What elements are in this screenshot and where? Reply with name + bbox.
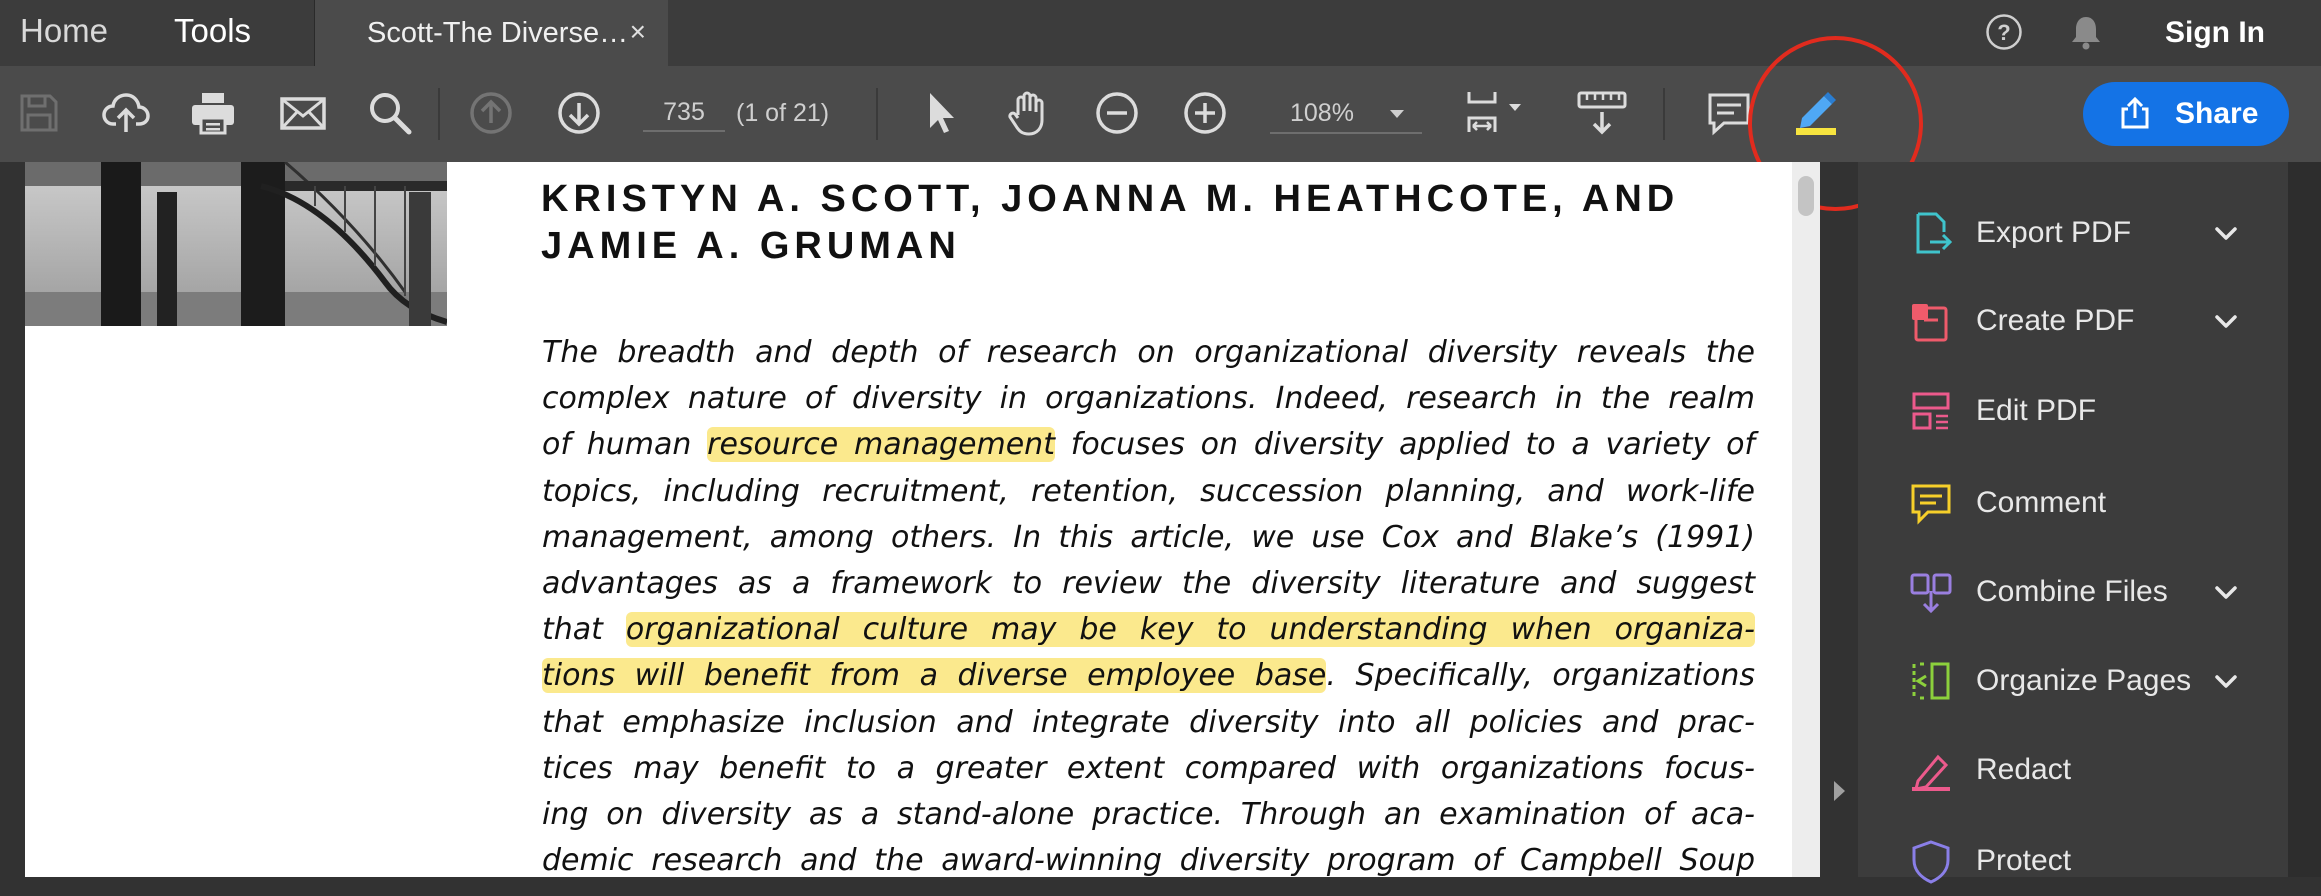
highlighted-text[interactable]: resource management bbox=[707, 427, 1055, 463]
export-pdf-icon bbox=[1908, 210, 1954, 256]
chevron-down-icon bbox=[1390, 110, 1404, 118]
document-viewer[interactable] bbox=[0, 162, 1820, 877]
tool-item-create-pdf[interactable] bbox=[1858, 286, 2288, 356]
abstract-line bbox=[542, 653, 1755, 699]
previous-page-icon[interactable] bbox=[466, 88, 516, 138]
zoom-level-dropdown[interactable] bbox=[1270, 94, 1422, 134]
zoom-in-icon[interactable] bbox=[1180, 88, 1230, 138]
notification-bell-icon[interactable] bbox=[2066, 12, 2106, 52]
abstract-line bbox=[542, 422, 1755, 468]
top-tab-bar bbox=[0, 0, 2321, 66]
organize-pages-icon bbox=[1908, 658, 1954, 704]
create-pdf-icon bbox=[1908, 298, 1954, 344]
page-count-label: (1 of 21) bbox=[736, 99, 830, 127]
abstract-line: management, among others. In this article, we use Cox and Blake’s (1991) bbox=[542, 519, 1755, 555]
toolbar-separator bbox=[1663, 88, 1665, 140]
abstract-text: focuses on diversity applied to a variety of bbox=[1054, 427, 1755, 463]
chevron-down-icon[interactable] bbox=[2212, 220, 2240, 248]
abstract-line: The breadth and depth of research on organizational diversity reveals the bbox=[542, 335, 1755, 370]
print-icon[interactable] bbox=[188, 88, 238, 138]
author-line: JAMIE A. GRUMAN bbox=[541, 225, 961, 267]
share-icon bbox=[2118, 96, 2152, 130]
scrollbar-thumb[interactable] bbox=[1798, 176, 1814, 216]
nav-home-tab[interactable]: Home bbox=[20, 12, 109, 49]
bridge-photo bbox=[25, 162, 447, 326]
abstract-line: ing on diversity as a stand-alone practice. Through an examination of aca- bbox=[542, 796, 1755, 832]
author-line: KRISTYN A. SCOTT, JOANNA M. HEATHCOTE, AND bbox=[541, 178, 1680, 220]
save-icon[interactable] bbox=[14, 88, 64, 138]
tool-item-redact[interactable] bbox=[1858, 735, 2288, 805]
edit-pdf-icon bbox=[1908, 388, 1954, 434]
protect-icon bbox=[1908, 838, 1954, 884]
svg-text:?: ? bbox=[1997, 20, 2011, 45]
help-icon[interactable] bbox=[1985, 13, 2023, 51]
abstract-line: tices may benefit to a greater extent compared with organizations focus- bbox=[542, 750, 1755, 786]
tools-panel bbox=[1858, 162, 2288, 877]
abstract-text: . Specifically, organizations bbox=[1326, 658, 1756, 694]
chevron-down-icon[interactable] bbox=[2212, 308, 2240, 336]
tool-item-label: Create PDF bbox=[1976, 304, 2135, 337]
combine-files-icon bbox=[1908, 569, 1954, 615]
tool-item-label: Comment bbox=[1976, 486, 2107, 519]
document-tab[interactable] bbox=[314, 0, 668, 66]
sign-in-link[interactable]: Sign In bbox=[2165, 16, 2265, 49]
tool-item-organize-pages[interactable] bbox=[1858, 646, 2288, 716]
article-abstract bbox=[542, 330, 1755, 877]
chevron-down-icon[interactable] bbox=[2212, 668, 2240, 696]
tool-item-label: Redact bbox=[1976, 753, 2072, 786]
share-button[interactable] bbox=[2083, 82, 2289, 146]
document-tab-title: Scott-The Diverse… bbox=[367, 17, 629, 49]
redact-icon bbox=[1908, 747, 1954, 793]
abstract-text: that bbox=[542, 612, 626, 648]
hand-pan-icon[interactable] bbox=[1004, 88, 1054, 138]
upload-cloud-icon[interactable] bbox=[101, 88, 151, 138]
main-toolbar bbox=[0, 66, 2321, 162]
comment-icon bbox=[1908, 480, 1954, 526]
article-authors bbox=[541, 176, 1801, 270]
tool-item-edit-pdf[interactable] bbox=[1858, 376, 2288, 446]
tool-item-protect[interactable] bbox=[1858, 826, 2288, 896]
zoom-out-icon[interactable] bbox=[1092, 88, 1142, 138]
search-icon[interactable] bbox=[365, 88, 415, 138]
read-mode-icon[interactable] bbox=[1575, 88, 1629, 138]
page-fit-icon[interactable] bbox=[1465, 88, 1529, 138]
select-cursor-icon[interactable] bbox=[917, 88, 967, 138]
nav-tools-tab[interactable]: Tools bbox=[174, 12, 252, 49]
vertical-scrollbar[interactable] bbox=[1792, 162, 1820, 877]
share-label: Share bbox=[2175, 97, 2259, 130]
tool-item-label: Protect bbox=[1976, 844, 2072, 877]
tool-item-combine-files[interactable] bbox=[1858, 557, 2288, 627]
next-page-icon[interactable] bbox=[554, 88, 604, 138]
abstract-line: advantages as a framework to review the diversity literature and suggest bbox=[542, 565, 1755, 601]
panel-edge bbox=[2288, 162, 2321, 877]
comment-icon[interactable] bbox=[1704, 88, 1754, 138]
chevron-down-icon[interactable] bbox=[2212, 579, 2240, 607]
tool-item-export-pdf[interactable] bbox=[1858, 198, 2288, 268]
abstract-line: complex nature of diversity in organizations. Indeed, research in the realm bbox=[542, 381, 1755, 417]
tool-item-label: Combine Files bbox=[1976, 575, 2168, 608]
tool-item-label: Organize Pages bbox=[1976, 664, 2192, 697]
email-icon[interactable] bbox=[278, 88, 328, 138]
right-panel-toggle-icon[interactable] bbox=[1834, 781, 1845, 801]
abstract-line: that emphasize inclusion and integrate diversity into all policies and prac- bbox=[542, 704, 1755, 740]
abstract-line bbox=[542, 607, 1755, 653]
tool-item-label: Edit PDF bbox=[1976, 394, 2097, 427]
toolbar-separator bbox=[876, 88, 878, 140]
abstract-line: demic research and the award-winning diversity program of Campbell Soup bbox=[542, 843, 1755, 877]
toolbar-separator bbox=[438, 88, 440, 140]
tool-item-label: Export PDF bbox=[1976, 216, 2132, 249]
abstract-text: of human bbox=[542, 427, 708, 463]
page-number-input[interactable] bbox=[643, 94, 725, 132]
zoom-level-value: 108% bbox=[1290, 99, 1354, 127]
pdf-page bbox=[25, 162, 1793, 877]
tool-item-comment[interactable] bbox=[1858, 468, 2288, 538]
highlighted-text[interactable]: organizational culture may be key to understanding when organiza- bbox=[625, 612, 1755, 648]
close-tab-icon[interactable]: × bbox=[629, 16, 646, 47]
abstract-line: topics, including recruitment, retention, succession planning, and work-life bbox=[542, 473, 1755, 509]
highlighted-text[interactable]: tions will benefit from a diverse employee base bbox=[542, 658, 1327, 694]
